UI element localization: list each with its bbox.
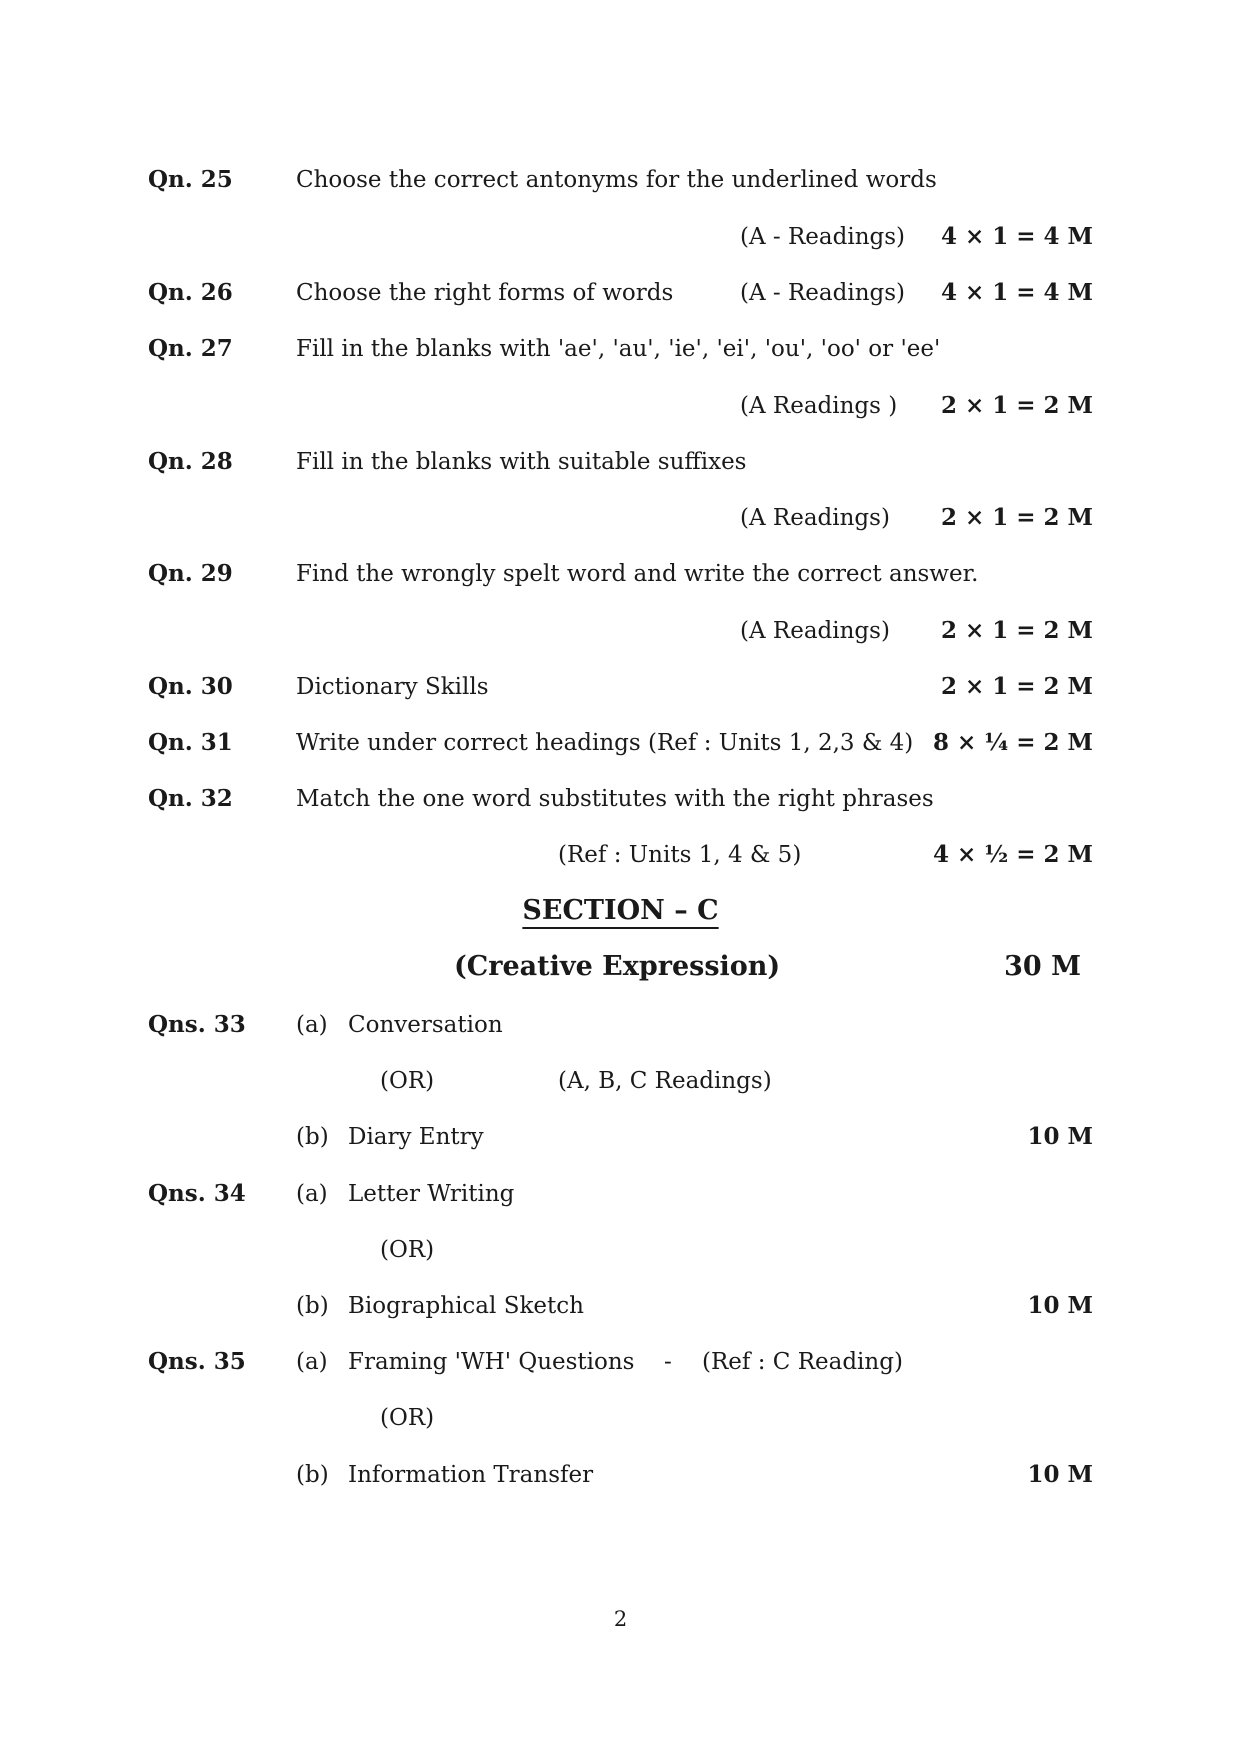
question-reference: (A Readings) (740, 618, 890, 644)
question-marks: 4 × 1 = 4 M (940, 223, 1093, 250)
option-b-text: Biographical Sketch (348, 1293, 584, 1319)
question-number: Qn. 26 (148, 279, 233, 306)
section-subtitle: (Creative Expression) (454, 951, 781, 982)
question-marks: 2 × 1 = 2 M (940, 392, 1093, 419)
question-number: Qn. 30 (148, 673, 233, 700)
or-text: (OR) (380, 1068, 435, 1094)
option-a-reference: (Ref : C Reading) (702, 1349, 903, 1375)
section-total-marks: 30 M (1004, 951, 1081, 982)
question-number: Qn. 25 (148, 166, 233, 193)
question-marks: 2 × 1 = 2 M (940, 617, 1093, 644)
question-marks: 10 M (1027, 1123, 1093, 1150)
question-text: Choose the correct antonyms for the underlined words (296, 167, 937, 193)
question-reference: (A Readings) (740, 505, 890, 531)
option-a-text: Framing 'WH' Questions (348, 1349, 635, 1375)
question-text: Match the one word substitutes with the right phrases (296, 786, 934, 812)
question-text: Choose the right forms of words (296, 280, 674, 306)
question-marks: 2 × 1 = 2 M (940, 504, 1093, 531)
question-reference: (Ref : Units 1, 4 & 5) (558, 842, 802, 868)
or-text: (OR) (380, 1405, 435, 1431)
option-b-label: (b) (296, 1124, 329, 1150)
or-reference: (A, B, C Readings) (558, 1068, 772, 1094)
question-text: Find the wrongly spelt word and write the correct answer. (296, 561, 979, 587)
question-marks: 4 × 1 = 4 M (940, 279, 1093, 306)
question-text: Dictionary Skills (296, 674, 489, 700)
option-b-label: (b) (296, 1462, 329, 1488)
option-a-text: Conversation (348, 1012, 503, 1038)
question-text: Fill in the blanks with suitable suffixes (296, 449, 747, 475)
question-number: Qn. 31 (148, 729, 233, 756)
question-marks: 2 × 1 = 2 M (940, 673, 1093, 700)
dash-separator: - (664, 1349, 672, 1375)
question-number: Qns. 34 (148, 1180, 246, 1207)
question-marks: 10 M (1027, 1292, 1093, 1319)
section-title-text: SECTION – C (522, 895, 719, 926)
option-b-text: Diary Entry (348, 1124, 484, 1150)
option-b-text: Information Transfer (348, 1462, 594, 1488)
option-a-text: Letter Writing (348, 1181, 515, 1207)
section-title (0, 894, 1241, 928)
question-number: Qn. 27 (148, 335, 233, 362)
page-number: 2 (613, 1607, 628, 1631)
option-a-label: (a) (296, 1012, 328, 1038)
or-text: (OR) (380, 1237, 435, 1263)
question-number: Qn. 32 (148, 785, 233, 812)
option-a-label: (a) (296, 1181, 328, 1207)
question-text: Write under correct headings (Ref : Units 1, 2,3 & 4) (296, 730, 914, 756)
question-marks: 8 × ¼ = 2 M (932, 729, 1093, 756)
question-reference: (A - Readings) (740, 280, 906, 306)
option-a-label: (a) (296, 1349, 328, 1375)
question-number: Qns. 35 (148, 1348, 246, 1375)
question-number: Qn. 28 (148, 448, 233, 475)
question-number: Qn. 29 (148, 560, 233, 587)
question-marks: 10 M (1027, 1461, 1093, 1488)
question-reference: (A - Readings) (740, 224, 906, 250)
question-number: Qns. 33 (148, 1011, 246, 1038)
question-text: Fill in the blanks with 'ae', 'au', 'ie', 'ei', 'ou', 'oo' or 'ee' (296, 336, 941, 362)
option-b-label: (b) (296, 1293, 329, 1319)
question-reference: (A Readings ) (740, 393, 898, 419)
question-marks: 4 × ½ = 2 M (932, 841, 1093, 868)
